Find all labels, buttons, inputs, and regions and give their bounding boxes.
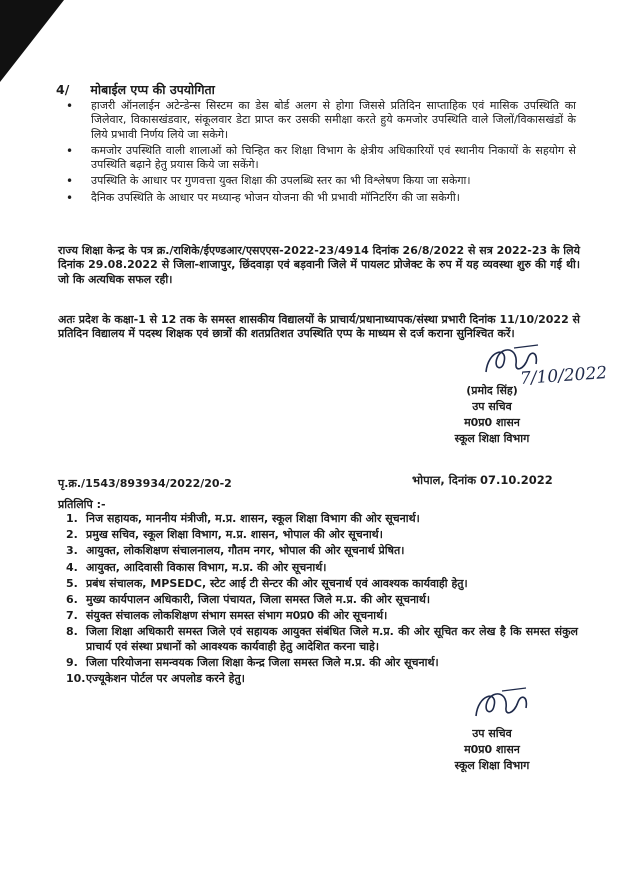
place-date: भोपाल, दिनांक 07.10.2022 (412, 473, 553, 487)
pilot-paragraph: राज्य शिक्षा केन्द्र के पत्र क्र./राशिके/ईएण्डआर/एसएएस-2022-23/4914 दिनांक 26/8/2022 से सत्र 2022-23 के लिये दिनांक 29.08.2022 से जिला-शाजापुर, छिंदवाड़ा एवं बड़वानी जिले में पायलट प्रोजेक्ट के रुप में यह व्यवस्था शुरु की गई थी। जो कि अत्यधिक सफल रही। (58, 244, 580, 286)
list-item: 4. आयुक्त, आदिवासी विकास विभाग, म.प्र. की ओर सूचनार्थ। (66, 560, 327, 574)
signatory-govt: म0प्र0 शासन (464, 743, 520, 756)
copy-list (58, 512, 578, 688)
section-heading (56, 81, 215, 98)
copy-heading: प्रतिलिपि :- (58, 498, 106, 511)
directive-paragraph: अतः प्रदेश के कक्षा-1 से 12 तक के समस्त शासकीय विद्यालयों के प्राचार्य/प्रधानाध्यापक/संस्था प्रभारी दिनांक 11/10/2022 से प्रतिदिन विद्यालय में पदस्थ शिक्षक एवं छात्रों की शतप्रतिशत उपस्थिति एप्प के माध्यम से दर्ज कराना सुनिश्चित करें। (58, 313, 580, 341)
signatory-designation: उप सचिव (472, 400, 512, 413)
list-item: 5. प्रबंध संचालक, MPSEDC, स्टेट आई टी सेन्टर की ओर सूचनार्थ एवं आवश्यक कार्यवाही हेतु। (66, 576, 468, 590)
list-item: 8. जिला शिक्षा अधिकारी समस्त जिले एवं सहायक आयुक्त संबंधित जिले म.प्र. की ओर सूचित कर लेख है कि समस्त संकुल प्राचार्य एवं संस्था प्रधानों को आवश्यक कार्यवाही हेतु आदेशित करना चाहे। (66, 625, 578, 653)
bullet-icon: • (66, 174, 74, 189)
signature-block-1 (432, 383, 552, 447)
section-title: मोबाईल एप्प की उपयोगिता (90, 82, 215, 97)
list-item: 10. एज्यूकेशन पोर्टल पर अपलोड करने हेतु। (66, 672, 245, 686)
benefit-item: • उपस्थिति के आधार पर गुणवत्ता युक्त शिक्षा की उपलब्धि स्तर का भी विश्लेषण किया जा सकेगा। (66, 174, 471, 189)
page-corner-fold (0, 0, 64, 82)
benefit-item: • दैनिक उपस्थिति के आधार पर मध्यान्ह भोजन योजना की भी प्रभावी मॉनिटरिंग की जा सकेगी। (66, 190, 460, 205)
benefit-item: • कमजोर उपस्थिति वाली शालाओं को चिन्हित कर शिक्षा विभाग के क्षेत्रीय अधिकारियों एवं स्थानीय निकायों के सहयोग से उपस्थिति बढ़ाने हेतु प्रयास किये जा सकेंगे। (66, 143, 576, 172)
benefit-item: • हाजरी ऑनलाईन अटेन्डेन्स सिस्टम का डेस बोर्ड अलग से होगा जिससे प्रतिदिन साप्ताहिक एवं मासिक उपस्थिति का जिलेवार, विकासखंडवार, संकूलवार डेटा प्राप्त कर उसकी समीक्षा करते हुये कमजोर उपस्थिति वाले जिलों/विकासखंडों के लिये प्रभावी निर्णय लिये जा सकेगे। (66, 99, 576, 141)
bullet-icon: • (66, 143, 74, 158)
signatory-govt: म0प्र0 शासन (464, 416, 520, 429)
signatory-department: स्कूल शिक्षा विभाग (454, 759, 530, 772)
signatory-designation: उप सचिव (472, 727, 512, 740)
list-item: 3. आयुक्त, लोकशिक्षण संचालनालय, गौतम नगर, भोपाल की ओर सूचनार्थ प्रेषित। (66, 544, 405, 558)
list-item: 6. मुख्य कार्यपालन अधिकारी, जिला पंचायत, जिला समस्त जिले म.प्र. की ओर सूचनार्थ। (66, 593, 431, 607)
bullet-icon: • (66, 190, 74, 205)
section-number: 4/ (56, 82, 70, 97)
signature-block-2 (432, 726, 552, 774)
list-item: 1. निज सहायक, माननीय मंत्रीजी, म.प्र. शासन, स्कूल शिक्षा विभाग की ओर सूचनार्थ। (66, 512, 420, 525)
list-item: 7. संयुक्त संचालक लोकशिक्षण संभाग समस्त संभाग म0प्र0 की ओर सूचनार्थ। (66, 609, 388, 623)
list-item: 2. प्रमुख सचिव, स्कूल शिक्षा विभाग, म.प्र. शासन, भोपाल की ओर सूचनार्थ। (66, 528, 383, 542)
signatory-department: स्कूल शिक्षा विभाग (454, 432, 530, 445)
reference-number: पृ.क्र./1543/893934/2022/20-2 (58, 477, 232, 490)
list-item: 9. जिला परियोजना समन्वयक जिला शिक्षा केन्द्र जिला समस्त जिले म.प्र. की ओर सूचनार्थ। (66, 655, 439, 669)
benefits-list (56, 99, 576, 207)
handwritten-date: 7/10/2022 (519, 362, 608, 390)
bullet-icon: • (66, 99, 74, 113)
signature-2 (468, 686, 538, 726)
signatory-name: (प्रमोद सिंह) (466, 384, 518, 397)
